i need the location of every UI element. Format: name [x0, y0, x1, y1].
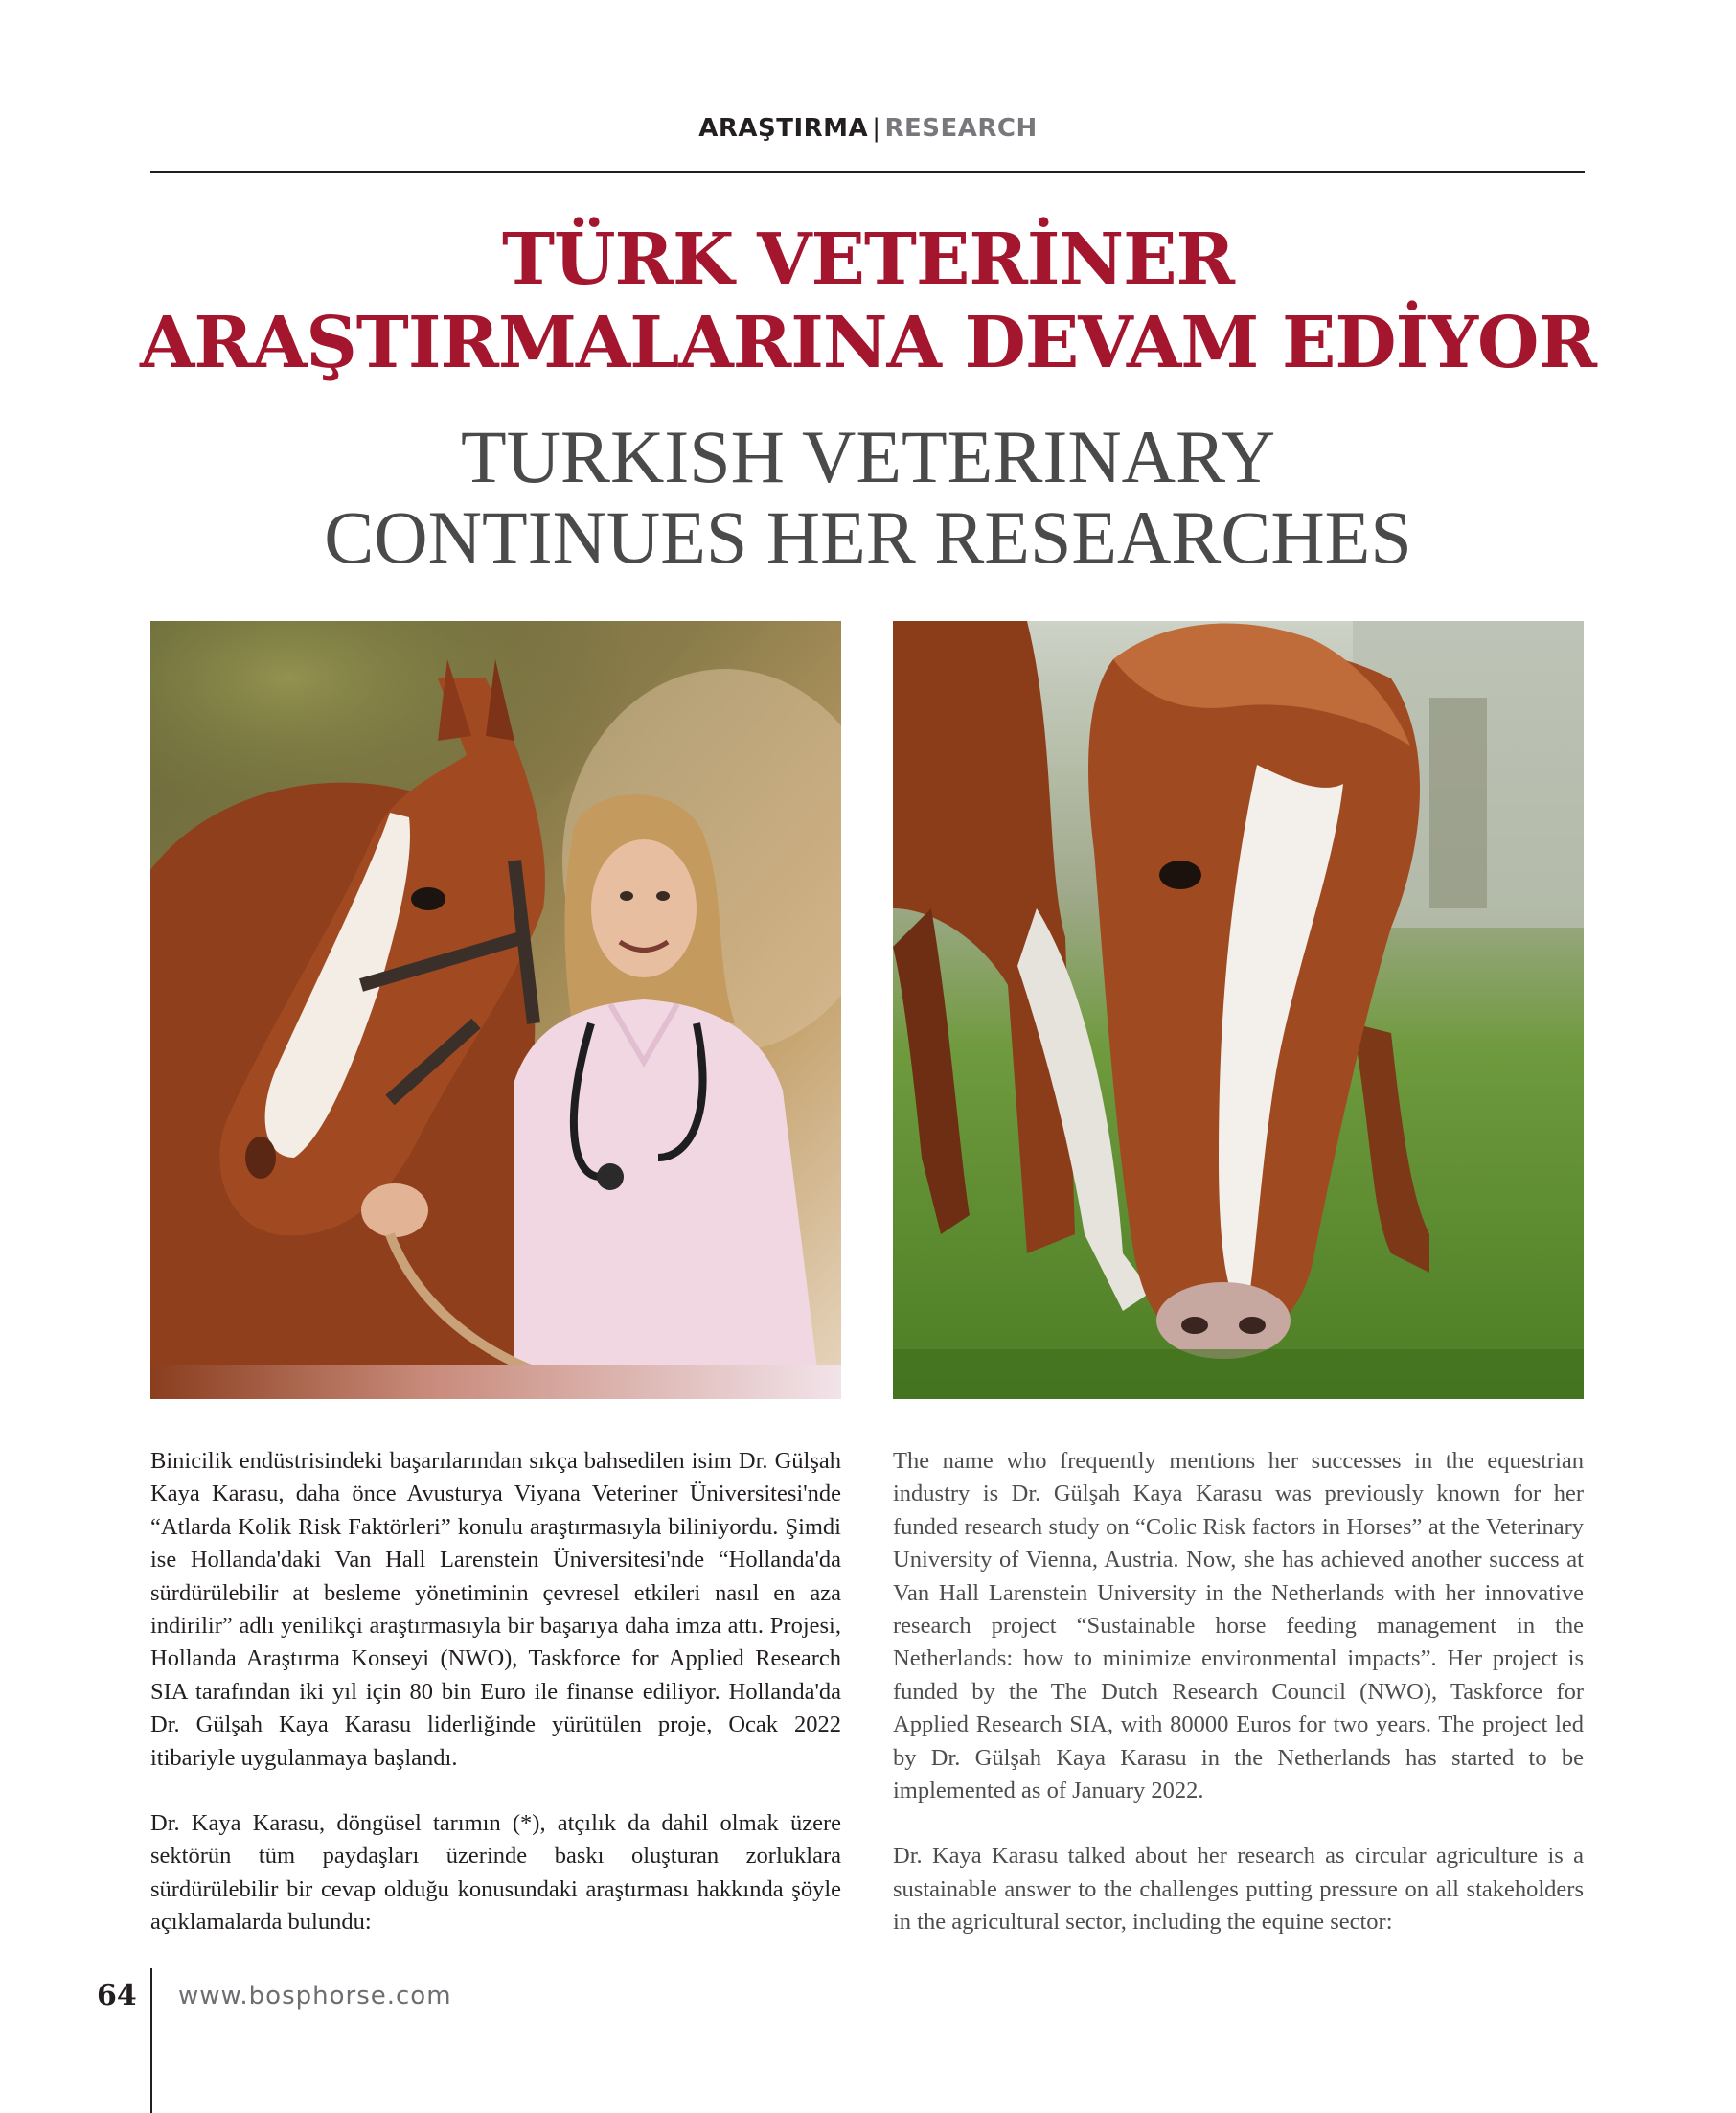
section-label-tr: ARAŞTIRMA — [698, 114, 869, 143]
body-paragraph-en-2: Dr. Kaya Karasu talked about her research as circular agriculture is a sustainable answer to the challenges putting pressure on all stakeholders in the agricultural sector, including the equine sector: — [893, 1843, 1584, 1936]
title-english-line-1: TURKISH VETERINARY — [460, 415, 1276, 498]
photo-grazing-horse-image — [893, 621, 1584, 1399]
body-column-turkish — [150, 1445, 841, 1972]
website-url: www.bosphorse.com — [178, 1982, 452, 2010]
header-divider — [150, 171, 1585, 173]
title-turkish-line-1: TÜRK VETERİNER — [501, 218, 1235, 301]
body-column-english — [893, 1445, 1584, 1972]
title-turkish — [0, 218, 1736, 385]
title-english-line-2: CONTINUES HER RESEARCHES — [324, 495, 1412, 579]
body-paragraph-en-1: The name who frequently mentions her successes in the equestrian industry is Dr. Gülşah Kaya Karasu was previously known for her funded research study on “Colic Risk factors in Horses” at the Veterinary University of Vienna, Austria. Now, she has achieved another success at Van Hall Larenstein University in the Netherlands with her innovative research project “Sustainable horse feeding management in the Netherlands: how to minimize environmental impacts”. Her project is funded by the The Dutch Research Council (NWO), Taskforce for Applied Research SIA, with 80000 Euros for two years. The project led by Dr. Gülşah Kaya Karasu in the Netherlands has started to be implemented as of January 2022. — [893, 1448, 1584, 1804]
footer-divider — [150, 1968, 152, 2113]
body-paragraph-tr-1: Binicilik endüstrisindeki başarılarından sıkça bahsedilen isim Dr. Gülşah Kaya Karasu, daha önce Avusturya Viyana Veteriner Üniversitesi'nde “Atlarda Kolik Risk Faktörleri” konulu araştırmasıyla biliniyordu. Şimdi ise Hollanda'daki Van Hall Larenstein Üniversitesi'nde “Hollanda'da sürdürülebilir at besleme yönetiminin çevresel etkileri nasıl en aza indirilir” adlı yenilikçi araştırmasıyla bir başarıya daha imza attı. Projesi, Hollanda Araştırma Konseyi (NWO), Taskforce for Applied Research SIA tarafından iki yıl için 80 bin Euro ile finanse ediliyor. Hollanda'da Dr. Gülşah Kaya Karasu liderliğinde yürütülen proje, Ocak 2022 itibariyle uygulanmaya başlandı. — [150, 1448, 841, 1771]
photo-vet-with-horse-image — [150, 621, 841, 1399]
section-label-en: RESEARCH — [884, 114, 1038, 143]
section-separator: | — [872, 114, 881, 143]
page-number: 64 — [97, 1979, 137, 2012]
title-turkish-line-2: ARAŞTIRMALARINA DEVAM EDİYOR — [140, 302, 1596, 384]
section-label — [0, 114, 1736, 143]
photo-vet-with-horse — [150, 621, 841, 1399]
body-paragraph-tr-2: Dr. Kaya Karasu, döngüsel tarımın (*), atçılık da dahil olmak üzere sektörün tüm paydaşları üzerinde baskı oluşturan zorluklara sürdürülebilir bir cevap olduğu konusundaki araştırması hakkında şöyle açıklamalarda bulundu: — [150, 1810, 841, 1936]
title-english — [0, 417, 1736, 578]
photo-grazing-horse — [893, 621, 1584, 1399]
